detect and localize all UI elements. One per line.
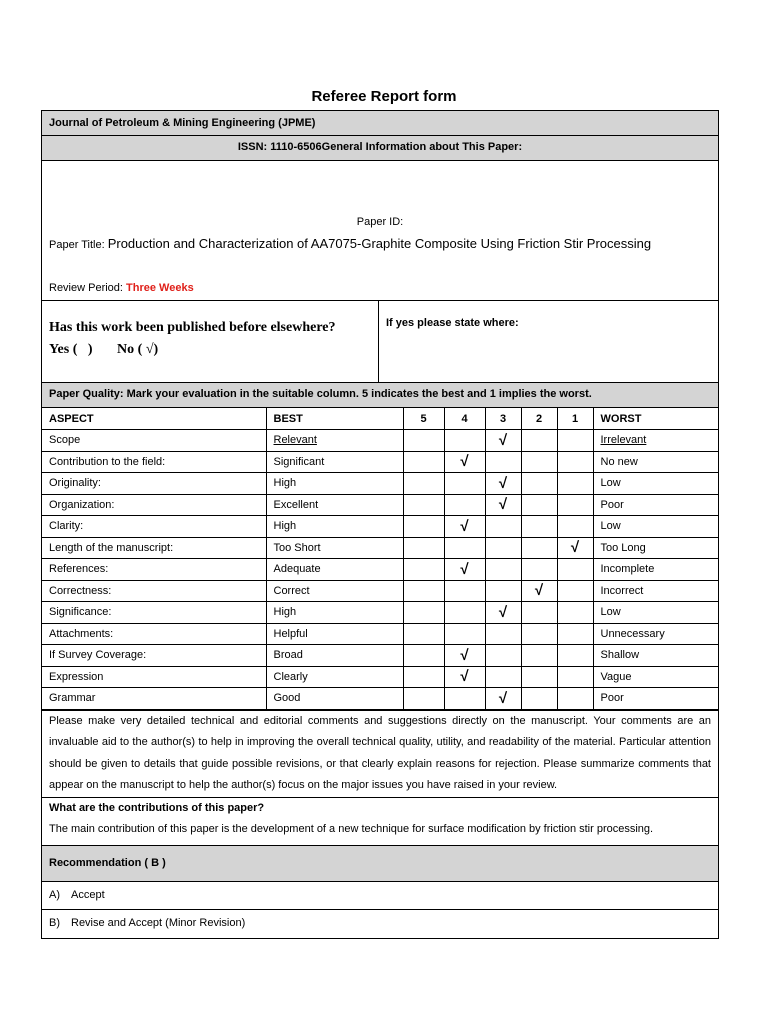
check-mark-icon: √ bbox=[498, 431, 508, 449]
score-cell-3[interactable] bbox=[485, 473, 521, 495]
review-period-value: Three Weeks bbox=[126, 282, 194, 294]
score-cell-5[interactable] bbox=[403, 645, 444, 667]
score-cell-2[interactable] bbox=[521, 645, 557, 667]
paper-title: Production and Characterization of AA7075-Graphite Composite Using Friction Stir Processing bbox=[107, 236, 652, 251]
score-cell-3[interactable] bbox=[485, 451, 521, 473]
score-cell-1[interactable] bbox=[557, 537, 593, 559]
aspect-cell: Contribution to the field: bbox=[42, 451, 266, 473]
col-header-best: BEST bbox=[266, 408, 403, 430]
score-cell-5[interactable] bbox=[403, 494, 444, 516]
worst-cell: Incorrect bbox=[593, 580, 718, 602]
check-mark-icon: √ bbox=[498, 474, 508, 492]
score-cell-1[interactable] bbox=[557, 516, 593, 538]
table-row bbox=[42, 451, 718, 473]
score-cell-5[interactable] bbox=[403, 473, 444, 495]
score-cell-3[interactable] bbox=[485, 559, 521, 581]
score-cell-2[interactable] bbox=[521, 559, 557, 581]
contributions-section bbox=[42, 798, 718, 846]
check-mark-icon: √ bbox=[570, 539, 580, 557]
score-cell-4[interactable] bbox=[444, 666, 485, 688]
score-cell-4[interactable] bbox=[444, 623, 485, 645]
quality-grid-wrapper bbox=[42, 408, 718, 711]
worst-cell: Incomplete bbox=[593, 559, 718, 581]
score-cell-2[interactable] bbox=[521, 473, 557, 495]
col-header-3: 3 bbox=[485, 408, 521, 430]
table-row bbox=[42, 473, 718, 495]
score-cell-3[interactable] bbox=[485, 430, 521, 452]
published-section bbox=[42, 301, 718, 383]
score-cell-5[interactable] bbox=[403, 580, 444, 602]
score-cell-3[interactable] bbox=[485, 516, 521, 538]
option-letter: B) bbox=[49, 917, 60, 930]
aspect-cell: References: bbox=[42, 559, 266, 581]
score-cell-1[interactable] bbox=[557, 645, 593, 667]
score-cell-1[interactable] bbox=[557, 494, 593, 516]
aspect-cell: Correctness: bbox=[42, 580, 266, 602]
worst-cell: Low bbox=[593, 602, 718, 624]
check-mark-icon: √ bbox=[498, 496, 508, 514]
score-cell-2[interactable] bbox=[521, 602, 557, 624]
score-cell-5[interactable] bbox=[403, 623, 444, 645]
check-mark-icon: √ bbox=[498, 603, 508, 621]
issn-line: ISSN: 1110-6506General Information about This Paper: bbox=[42, 136, 718, 161]
paper-title-line bbox=[49, 236, 651, 251]
best-cell: Adequate bbox=[266, 559, 403, 581]
contributions-question: What are the contributions of this paper? bbox=[49, 801, 265, 814]
score-cell-2[interactable] bbox=[521, 430, 557, 452]
best-cell: Helpful bbox=[266, 623, 403, 645]
check-mark-icon: √ bbox=[460, 453, 469, 471]
score-cell-1[interactable] bbox=[557, 473, 593, 495]
score-cell-1[interactable] bbox=[557, 430, 593, 452]
worst-cell: Irrelevant bbox=[593, 430, 718, 452]
col-header-1: 1 bbox=[557, 408, 593, 430]
worst-cell: Vague bbox=[593, 666, 718, 688]
published-question: Has this work been published before elsewhere? bbox=[49, 320, 336, 335]
worst-cell: Too Long bbox=[593, 537, 718, 559]
option-accept[interactable] bbox=[42, 882, 718, 910]
best-cell: High bbox=[266, 516, 403, 538]
col-header-4: 4 bbox=[444, 408, 485, 430]
score-cell-2[interactable] bbox=[521, 580, 557, 602]
check-mark-icon: √ bbox=[460, 517, 469, 535]
table-row bbox=[42, 623, 718, 645]
score-cell-3[interactable] bbox=[485, 580, 521, 602]
table-row bbox=[42, 494, 718, 516]
score-cell-3[interactable] bbox=[485, 688, 521, 710]
score-cell-4[interactable] bbox=[444, 688, 485, 710]
table-row bbox=[42, 580, 718, 602]
best-cell: Correct bbox=[266, 580, 403, 602]
score-cell-5[interactable] bbox=[403, 430, 444, 452]
score-cell-3[interactable] bbox=[485, 645, 521, 667]
worst-cell: No new bbox=[593, 451, 718, 473]
score-cell-2[interactable] bbox=[521, 688, 557, 710]
col-header-5: 5 bbox=[403, 408, 444, 430]
score-cell-1[interactable] bbox=[557, 688, 593, 710]
contributions-answer: The main contribution of this paper is the development of a new technique for surface modification by friction stir processing. bbox=[49, 823, 654, 836]
option-label: Revise and Accept (Minor Revision) bbox=[71, 917, 246, 930]
score-cell-3[interactable] bbox=[485, 666, 521, 688]
score-cell-3[interactable] bbox=[485, 494, 521, 516]
check-mark-icon: √ bbox=[460, 560, 469, 578]
check-mark-icon: √ bbox=[460, 668, 469, 686]
worst-cell: Poor bbox=[593, 494, 718, 516]
aspect-cell: Clarity: bbox=[42, 516, 266, 538]
score-cell-4[interactable] bbox=[444, 645, 485, 667]
instructions-text: Please make very detailed technical and editorial comments and suggestions directly on the manuscript. Your comments are an invaluable aid to the author(s) to help in improving the overall technical quality, utility, and readability of the material. Particular attention should be given to details that guide possible revisions, or that clearly explain reasons for rejection. Please summarize comments that appear on the manuscript to help the author(s) focus on the major issues you have raised in your review. bbox=[42, 711, 718, 798]
best-cell: High bbox=[266, 473, 403, 495]
score-cell-1[interactable] bbox=[557, 451, 593, 473]
review-period-label: Review Period: bbox=[49, 282, 127, 294]
aspect-cell: Expression bbox=[42, 666, 266, 688]
score-cell-4[interactable] bbox=[444, 516, 485, 538]
score-cell-5[interactable] bbox=[403, 666, 444, 688]
table-row bbox=[42, 516, 718, 538]
score-cell-2[interactable] bbox=[521, 451, 557, 473]
recommendation-header: Recommendation ( B ) bbox=[42, 846, 718, 882]
score-cell-5[interactable] bbox=[403, 602, 444, 624]
score-cell-4[interactable] bbox=[444, 559, 485, 581]
aspect-cell: Originality: bbox=[42, 473, 266, 495]
best-cell: Broad bbox=[266, 645, 403, 667]
score-cell-2[interactable] bbox=[521, 537, 557, 559]
table-row bbox=[42, 537, 718, 559]
score-cell-5[interactable] bbox=[403, 537, 444, 559]
score-cell-2[interactable] bbox=[521, 666, 557, 688]
paper-title-label: Paper Title: bbox=[49, 239, 108, 251]
score-cell-4[interactable] bbox=[444, 580, 485, 602]
score-cell-1[interactable] bbox=[557, 559, 593, 581]
score-cell-1[interactable] bbox=[557, 623, 593, 645]
col-header-worst: WORST bbox=[593, 408, 718, 430]
col-header-aspect: ASPECT bbox=[42, 408, 266, 430]
aspect-cell: Grammar bbox=[42, 688, 266, 710]
score-cell-4[interactable] bbox=[444, 473, 485, 495]
best-cell: Good bbox=[266, 688, 403, 710]
best-cell: Excellent bbox=[266, 494, 403, 516]
score-cell-3[interactable] bbox=[485, 602, 521, 624]
paper-id-label: Paper ID: bbox=[356, 216, 404, 228]
aspect-cell: Scope bbox=[42, 430, 266, 452]
col-header-2: 2 bbox=[521, 408, 557, 430]
if-yes-label: If yes please state where: bbox=[386, 317, 519, 329]
score-cell-5[interactable] bbox=[403, 451, 444, 473]
score-cell-3[interactable] bbox=[485, 537, 521, 559]
score-cell-1[interactable] bbox=[557, 602, 593, 624]
check-mark-icon: √ bbox=[534, 582, 544, 600]
quality-header: Paper Quality: Mark your evaluation in the suitable column. 5 indicates the best and 1 implies the worst. bbox=[42, 383, 718, 408]
check-mark-icon: √ bbox=[498, 689, 508, 707]
score-cell-2[interactable] bbox=[521, 623, 557, 645]
best-cell: Too Short bbox=[266, 537, 403, 559]
score-cell-2[interactable] bbox=[521, 494, 557, 516]
journal-name: Journal of Petroleum & Mining Engineering (JPME) bbox=[42, 111, 718, 136]
quality-table bbox=[42, 408, 718, 710]
check-mark-icon: √ bbox=[460, 646, 469, 664]
worst-cell: Low bbox=[593, 473, 718, 495]
form-title: Referee Report form bbox=[311, 88, 457, 105]
score-cell-4[interactable] bbox=[444, 451, 485, 473]
best-cell: Clearly bbox=[266, 666, 403, 688]
table-row bbox=[42, 666, 718, 688]
score-cell-5[interactable] bbox=[403, 559, 444, 581]
referee-form bbox=[41, 110, 719, 939]
aspect-cell: If Survey Coverage: bbox=[42, 645, 266, 667]
aspect-cell: Significance: bbox=[42, 602, 266, 624]
worst-cell: Poor bbox=[593, 688, 718, 710]
score-cell-2[interactable] bbox=[521, 516, 557, 538]
option-minor-revision[interactable] bbox=[42, 910, 718, 938]
review-period-line bbox=[49, 282, 194, 294]
score-cell-4[interactable] bbox=[444, 537, 485, 559]
aspect-cell: Attachments: bbox=[42, 623, 266, 645]
published-answer: Yes ( ) No ( √) bbox=[49, 342, 159, 357]
score-cell-4[interactable] bbox=[444, 494, 485, 516]
worst-cell: Unnecessary bbox=[593, 623, 718, 645]
score-cell-1[interactable] bbox=[557, 666, 593, 688]
worst-cell: Low bbox=[593, 516, 718, 538]
paper-info-section bbox=[42, 161, 718, 301]
published-question-cell bbox=[42, 301, 379, 382]
best-cell: High bbox=[266, 602, 403, 624]
score-cell-4[interactable] bbox=[444, 430, 485, 452]
score-cell-5[interactable] bbox=[403, 688, 444, 710]
table-row bbox=[42, 430, 718, 452]
score-cell-5[interactable] bbox=[403, 516, 444, 538]
best-cell: Relevant bbox=[266, 430, 403, 452]
best-cell: Significant bbox=[266, 451, 403, 473]
aspect-cell: Organization: bbox=[42, 494, 266, 516]
table-header-row bbox=[42, 408, 718, 430]
table-row bbox=[42, 559, 718, 581]
option-label: Accept bbox=[71, 889, 105, 902]
option-letter: A) bbox=[49, 889, 60, 902]
table-row bbox=[42, 602, 718, 624]
score-cell-3[interactable] bbox=[485, 623, 521, 645]
aspect-cell: Length of the manuscript: bbox=[42, 537, 266, 559]
worst-cell: Shallow bbox=[593, 645, 718, 667]
table-row bbox=[42, 645, 718, 667]
score-cell-1[interactable] bbox=[557, 580, 593, 602]
table-row bbox=[42, 688, 718, 710]
score-cell-4[interactable] bbox=[444, 602, 485, 624]
